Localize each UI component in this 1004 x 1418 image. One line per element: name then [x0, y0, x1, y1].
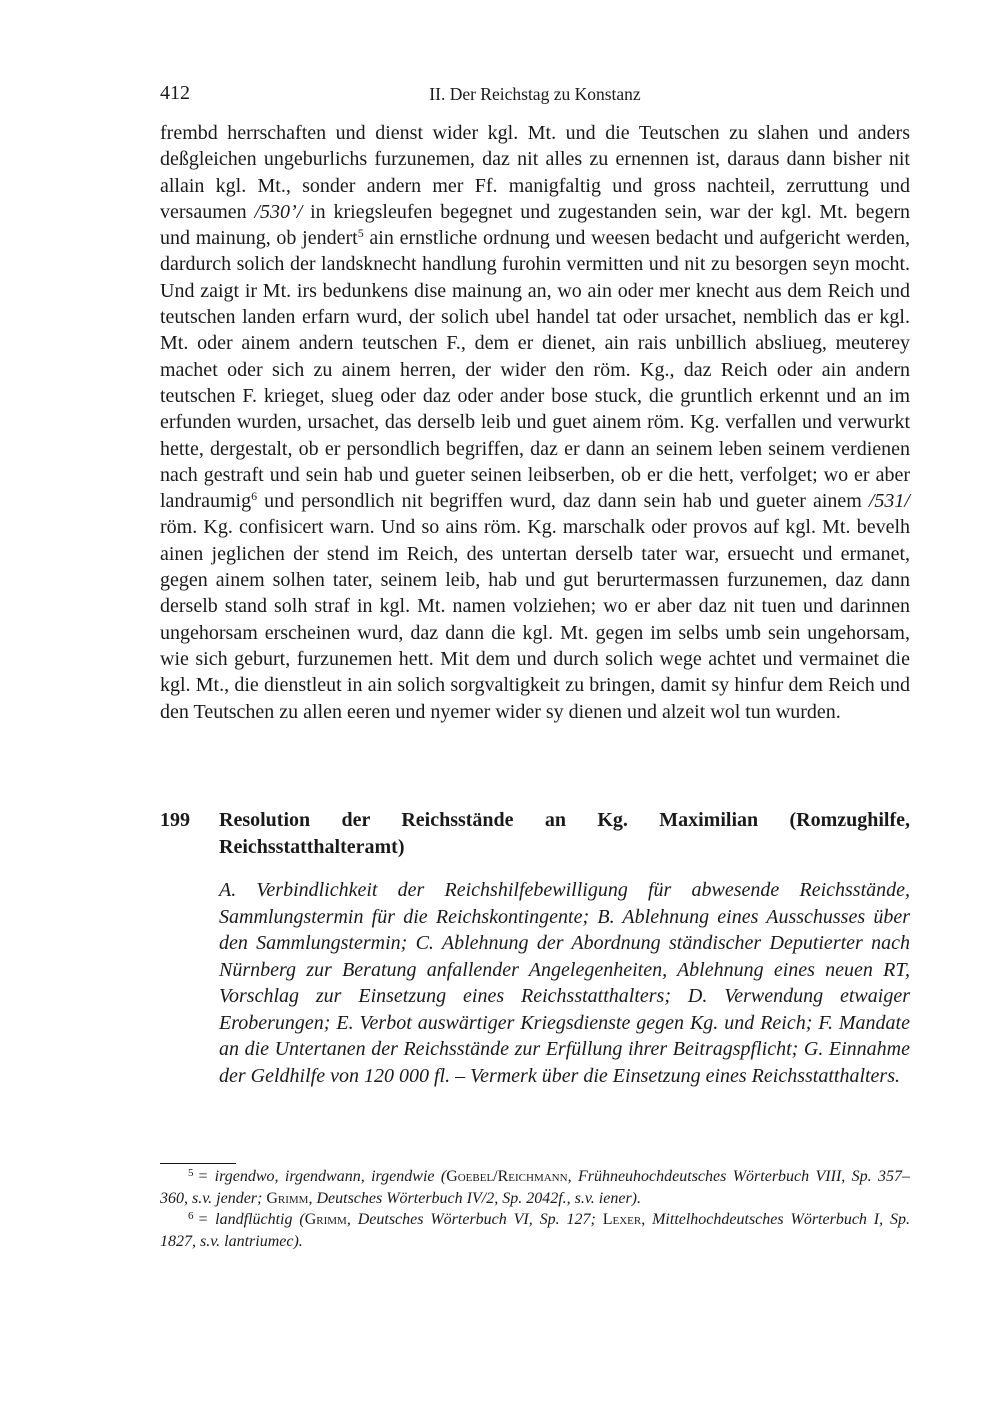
footnote-text: = landflüchtig ( — [197, 1211, 305, 1228]
footnote-author: Grimm — [304, 1211, 347, 1228]
body-text-segment: frembd herrschaften und dienst wider kgl. Mt. und die Teutschen zu slahen und anders deßgleichen ungeburlichs furzunemen, daz nit alles zu ernennen ist, daraus dann bisher nit allain kgl. Mt., sonder andern mer Ff. manigfaltig und gross nachteil, zerruttung und versaumen — [160, 122, 910, 223]
footnote-mark: 5 — [188, 1167, 194, 1179]
body-text-segment: ain ernstliche ordnung und weesen bedacht und aufgericht werden, dardurch solich der landsknecht handlung furohin vermitten und nit zu besorgen seyn mocht. Und zaigt ir Mt. irs bedunkens dise mainung an, wo ain oder mer knecht aus dem Reich und teutschen landen erfarn wurd, der solich ubel handel tat oder ursachet, nemblich das er kgl. Mt. oder ainem andern teutschen F., dem er dienet, ain rais unbillich absliueg, meuterey machet oder sich zu ainem herren, der wider den röm. Kg., daz Reich oder ain andern teutschen F. krieget, slueg oder daz oder ander bose stuck, die gruntlich erkennt und an im erfunden wurden, ursachet, das derselb leib und guet ainem röm. Kg. verfallen und verwurkt hette, dergestalt, ob er persondlich begriffen, daz er dann an seinem leben seinem verdienen nach gestraft und sein hab und gueter seinen leibserben, ob er die hett, verfolget; wo er aber landraumig — [160, 227, 910, 513]
folio-marker: /530’/ — [254, 200, 303, 223]
footnote-text: = irgendwo, irgendwann, irgendwie ( — [197, 1168, 447, 1185]
footnote-text: , Deutsches Wörterbuch VI, Sp. 127; — [346, 1211, 603, 1228]
footnote-reference: 6 — [251, 489, 258, 504]
document-title: Resolution der Reichsstände an Kg. Maximilian (Romzughilfe, Reichsstatthalteramt) — [219, 809, 910, 858]
footnote-rule — [160, 1163, 236, 1164]
body-text-segment: röm. Kg. confisicert warn. Und so ains röm. Kg. marschalk oder provos auf kgl. Mt. bevelh ainen jeglichen der stend im Reich, des untertan derselb tater war, ersuecht und ermanet, gegen ainem solhen tater, seinem leib, hab und gut berurtermassen furzunemen, daz dann derselb stand solh straf in kgl. Mt. namen volziehen; wo er aber daz nit tuen und darinnen ungehorsam erscheinen wurd, daz dann die kgl. Mt. gegen im selbs umb sein ungehorsam, wie sich geburt, furzunemen hett. Mit dem und durch solich wege achtet und vermainet die kgl. Mt., die dienstleut in ain solich sorgvaltigkeit zu bringen, damit sy hinfur dem Reich und den Teutschen zu allen eeren und nyemer wider sy dienen und alzeit wol tun wurden. — [160, 516, 910, 723]
folio-marker: /531/ — [868, 490, 910, 513]
page-header — [160, 82, 910, 110]
footnote-text: , Deutsches Wörterbuch IV/2, Sp. 2042f., s.v. iener). — [308, 1189, 641, 1207]
page-number: 412 — [160, 82, 190, 104]
footnotes — [160, 1166, 910, 1252]
footnote-5 — [160, 1166, 910, 1209]
footnote-text: , Mittelhochdeutsches Wörterbuch I, Sp. 1827, s.v. lantriumec). — [160, 1211, 910, 1250]
footnote-text: , Frühneuhochdeutsches Wörterbuch VIII, Sp. 357–360, s.v. jender; — [160, 1168, 910, 1207]
body-text-segment: und persondlich nit begriffen wurd, daz dann sein hab und gueter ainem — [257, 490, 869, 513]
document-heading — [160, 807, 910, 860]
footnote-author: Lexer — [602, 1211, 642, 1228]
footnote-reference: 5 — [357, 226, 364, 241]
running-head: II. Der Reichstag zu Konstanz — [429, 84, 641, 104]
document-summary: A. Verbindlichkeit der Reichshilfebewilligung für abwesende Reichsstände, Sammlungstermin für die Reichskontingente; B. Ablehnung eines Ausschusses über den Sammlungstermin; C. Ablehnung der Abordnung ständischer Deputierter nach Nürnberg zur Beratung anfallender Angelegenheiten, Ablehnung eines neuen RT, Vorschlag zur Einsetzung eines Reichsstatthalters; D. Verwendung etwaiger Eroberungen; E. Verbot auswärtiger Kriegsdienste gegen Kg. und Reich; F. Mandate an die Untertanen der Reichsstände zur Erfüllung ihrer Beitragspflicht; G. Einnahme der Geldhilfe von 120 000 fl. – Vermerk über die Einsetzung eines Reichsstatthalters. — [219, 879, 910, 1087]
footnote-mark: 6 — [188, 1210, 194, 1222]
body-text-segment: in kriegsleufen begegnet und zugestanden sein, war der kgl. Mt. begern und mainung, ob jendert — [160, 200, 911, 250]
body-paragraph — [160, 120, 910, 725]
footnote-6 — [160, 1209, 910, 1252]
footnote-author: Goebel/Reichmann — [446, 1168, 568, 1185]
document-number: 199 — [160, 809, 190, 831]
footnote-author: Grimm — [266, 1189, 309, 1207]
